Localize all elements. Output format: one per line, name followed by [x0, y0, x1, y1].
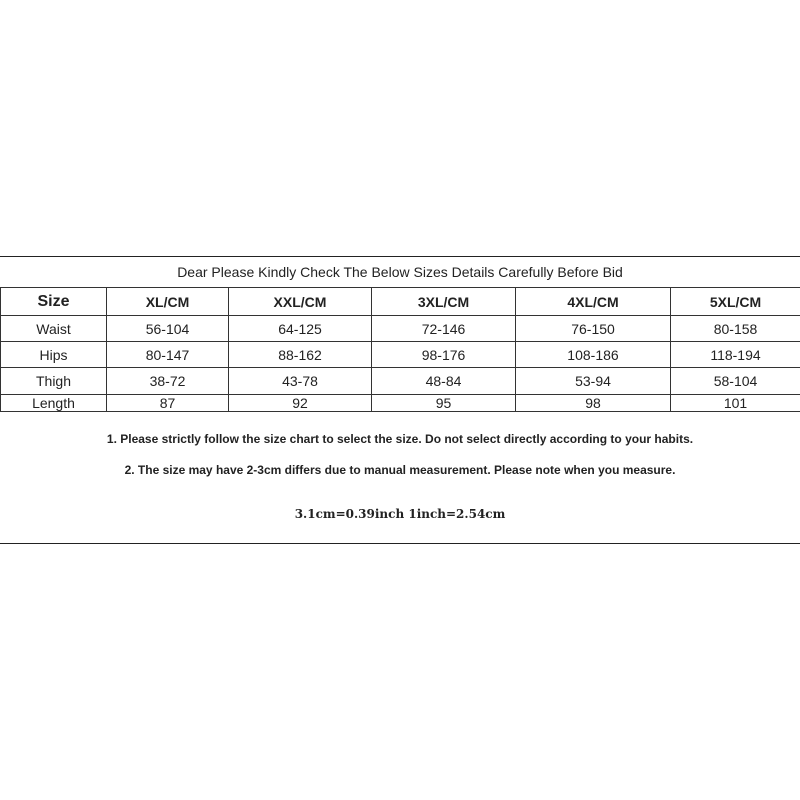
table-cell: 38-72	[107, 368, 229, 395]
table-row-hips	[1, 342, 800, 368]
table-cell: 88-162	[229, 342, 372, 368]
column-header-size: Size	[1, 288, 107, 316]
size-notice-heading: Dear Please Kindly Check The Below Sizes Details Carefully Before Bid	[177, 264, 623, 280]
table-cell: 64-125	[229, 316, 372, 342]
table-cell: 53-94	[516, 368, 671, 395]
table-cell: 98	[516, 395, 671, 412]
table-cell: 101	[671, 395, 800, 412]
column-header-5xl: 5XL/CM	[671, 288, 800, 316]
column-header-3xl: 3XL/CM	[372, 288, 516, 316]
top-divider	[0, 256, 800, 257]
row-label-length: Length	[1, 395, 107, 412]
column-header-xl: XL/CM	[107, 288, 229, 316]
table-cell: 76-150	[516, 316, 671, 342]
column-header-4xl: 4XL/CM	[516, 288, 671, 316]
table-cell: 118-194	[671, 342, 800, 368]
bottom-divider	[0, 543, 800, 544]
table-cell: 58-104	[671, 368, 800, 395]
size-note-1: 1. Please strictly follow the size chart to select the size. Do not select directly according to your habits.	[106, 432, 694, 446]
column-header-xxl: XXL/CM	[229, 288, 372, 316]
size-note-2: 2. The size may have 2-3cm differs due to manual measurement. Please note when you measure.	[124, 463, 676, 477]
table-row-waist	[1, 316, 800, 342]
table-cell: 98-176	[372, 342, 516, 368]
table-cell: 80-147	[107, 342, 229, 368]
table-cell: 95	[372, 395, 516, 412]
table-cell: 43-78	[229, 368, 372, 395]
table-row-length	[1, 395, 800, 412]
table-cell: 108-186	[516, 342, 671, 368]
table-cell: 87	[107, 395, 229, 412]
table-cell: 92	[229, 395, 372, 412]
table-cell: 48-84	[372, 368, 516, 395]
unit-conversion-note: 3.1cm=0.39inch 1inch=2.54cm	[294, 507, 506, 521]
row-label-hips: Hips	[1, 342, 107, 368]
row-label-waist: Waist	[1, 316, 107, 342]
size-chart-table	[0, 287, 800, 412]
table-row-thigh	[1, 368, 800, 395]
row-label-thigh: Thigh	[1, 368, 107, 395]
table-cell: 72-146	[372, 316, 516, 342]
table-header-row	[1, 288, 800, 316]
table-cell: 56-104	[107, 316, 229, 342]
table-cell: 80-158	[671, 316, 800, 342]
